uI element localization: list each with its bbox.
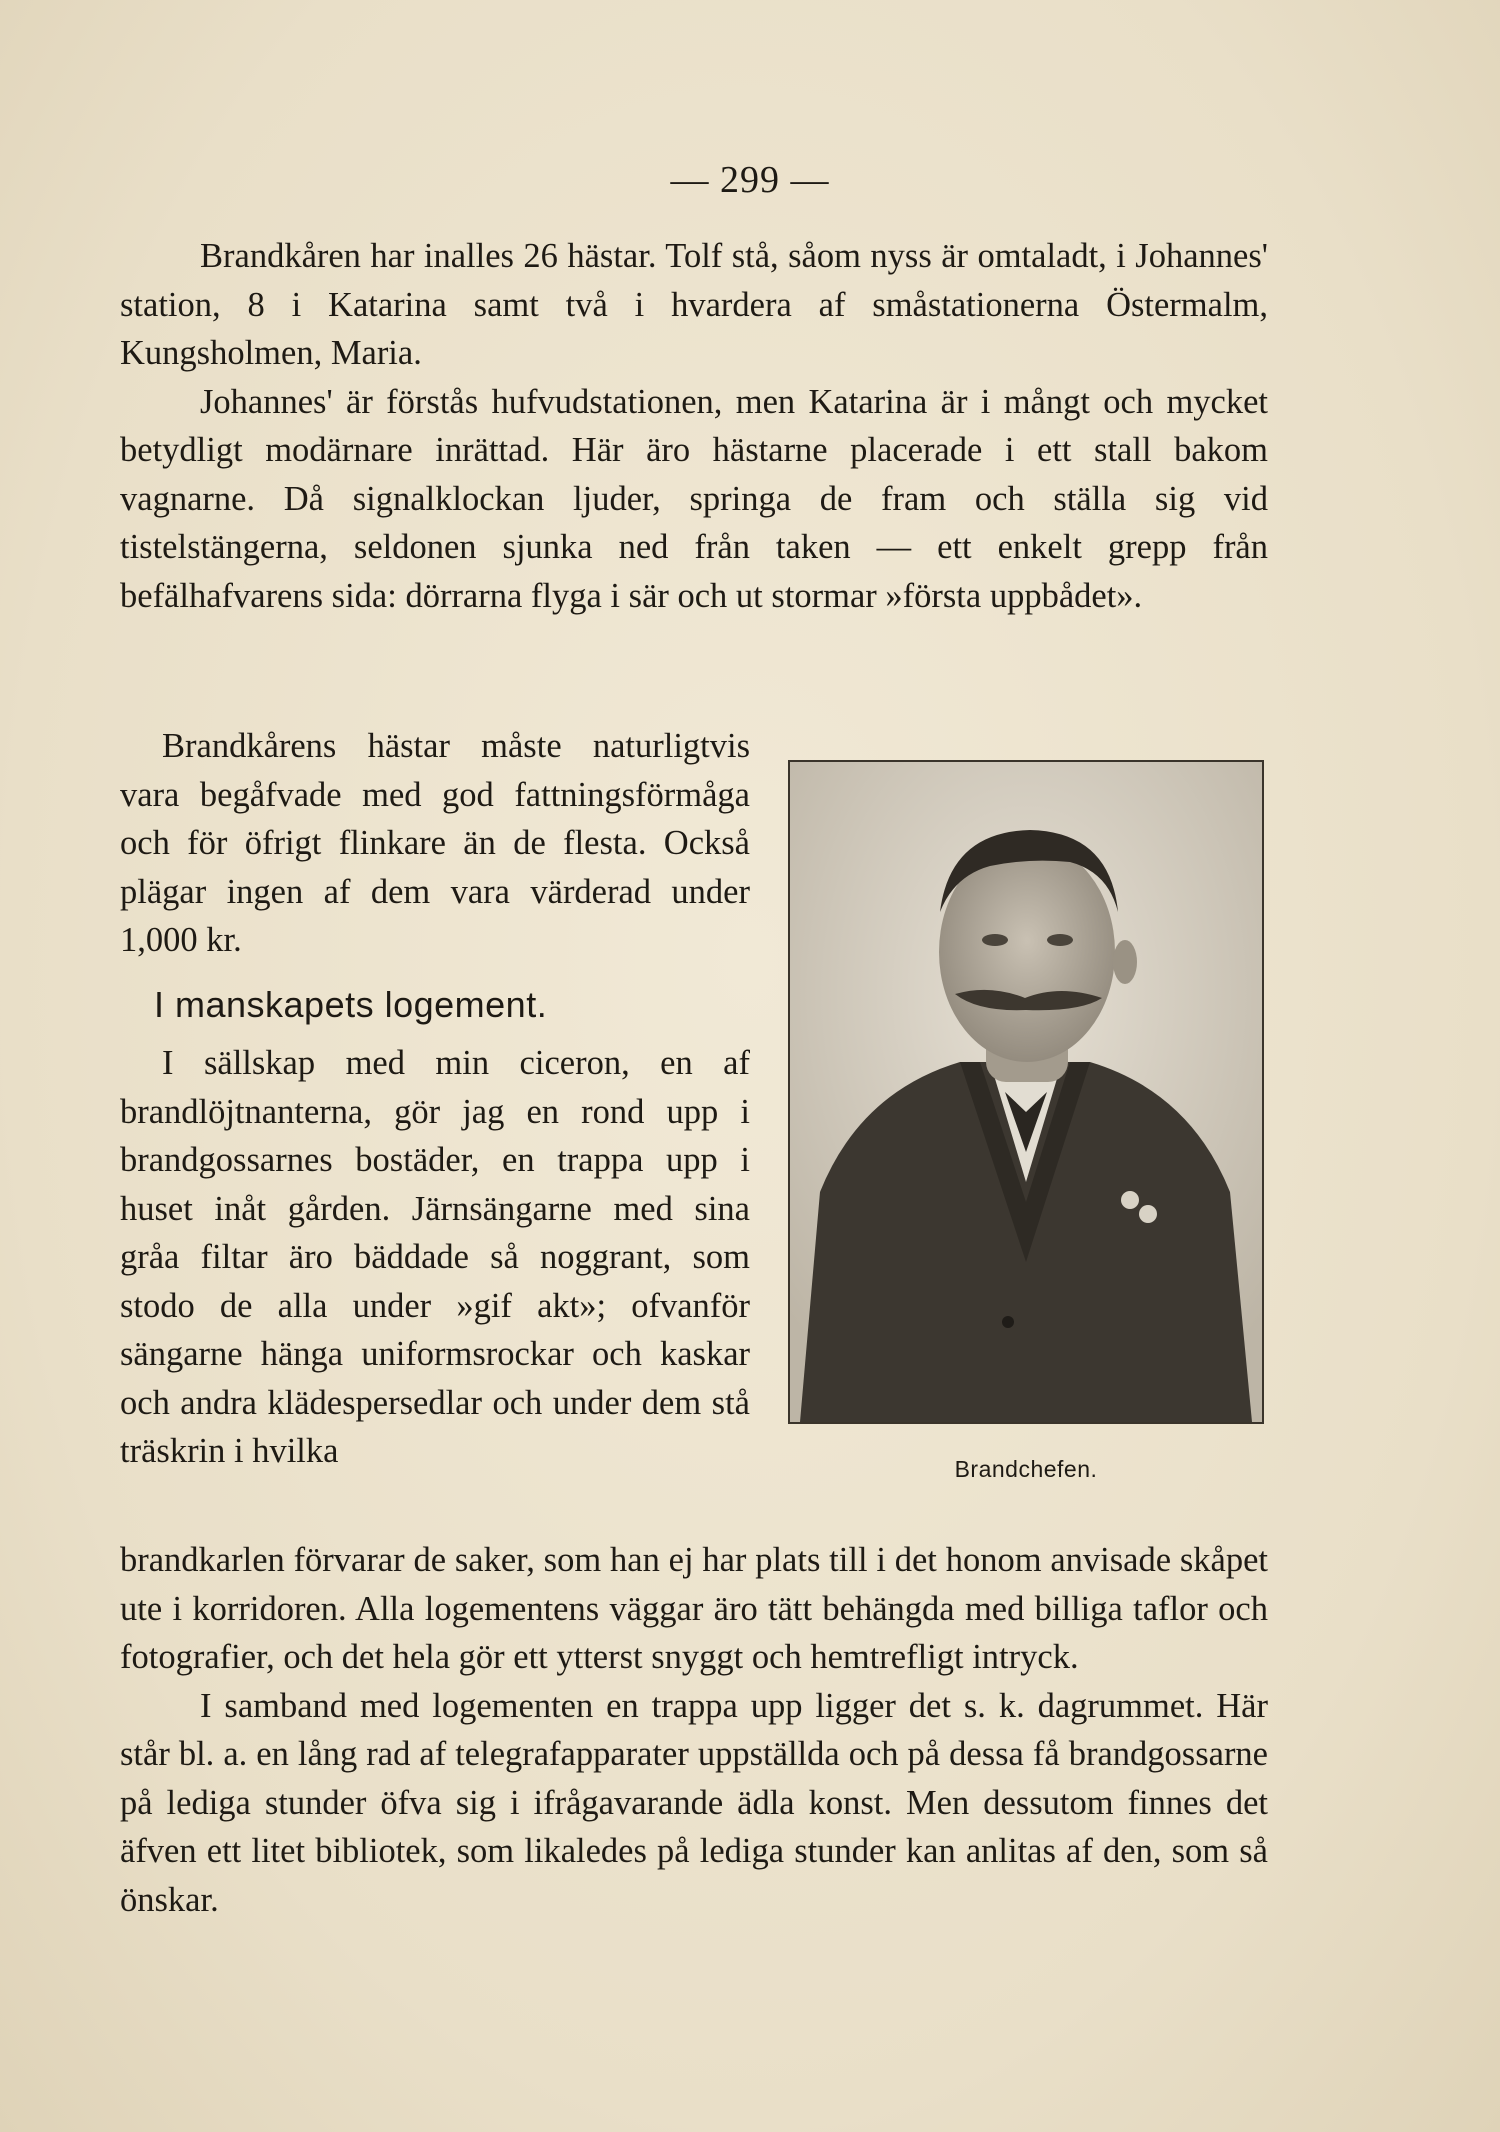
top-text-block	[120, 232, 1268, 620]
paragraph-horse-value: Brandkårens hästar måste naturligtvis vara begåfvade med god fattningsförmåga och för öfrigt flinkare än de flesta. Också plägar ingen af dem vara värderad under 1,000 kr.	[120, 727, 750, 959]
section-heading: I manskapets logement.	[154, 983, 548, 1025]
paragraph-stations: Johannes' är förstås hufvudstationen, men Katarina är i mångt och mycket betydligt modärnare inrättad. Här äro hästarne placerade i ett stall bakom vagnarne. Då signalklockan ljuder, springa de fram och ställa sig vid tistelstängerna, seldonen sjunka ned från taken — ett enkelt grepp från befälhafvarens sida: dörrarna flyga i sär och ut stormar »första uppbådet».	[120, 382, 1268, 615]
portrait-photo	[788, 760, 1264, 1424]
paragraph-logement-start: I sällskap med min ciceron, en af brandlöjtnanterna, gör jag en rond upp i brandgossarnes bostäder, en trappa upp i huset inåt gården. Järnsängarne med sina gråa filtar äro bäddade så noggrant, som stodo de alla under »gif akt»; ofvanför sängarne hänga uniformsrockar och kaskar och andra klädespersedlar och under dem stå träskrin i hvilka	[120, 1044, 750, 1470]
page-number: — 299 —	[670, 159, 830, 201]
photo-caption: Brandchefen.	[954, 1456, 1098, 1482]
bottom-text-block	[120, 1536, 1268, 1924]
wrapped-text-block	[120, 722, 750, 1476]
paragraph-logement-end: brandkarlen förvarar de saker, som han ej har plats till i det honom anvisade skåpet ute i korridoren. Alla logementens väggar äro tätt behängda med billiga taflor och fotografier, och det hela gör ett ytterst snyggt och hemtrefligt intryck.	[120, 1541, 1268, 1676]
portrait-figure-icon	[790, 762, 1262, 1422]
paragraph-dagrum: I samband med logementen en trappa upp ligger det s. k. dagrummet. Här står bl. a. en lång rad af telegrafapparater uppställda och på dessa få brandgossarne på lediga stunder öfva sig i ifrågavarande ädla konst. Men dessutom finnes det äfven ett litet bibliotek, som likaledes på lediga stunder kan anlitas af den, som så önskar.	[120, 1686, 1268, 1919]
paragraph-horses-count: Brandkåren har inalles 26 hästar. Tolf stå, såom nyss är omtaladt, i Johannes' station, 8 i Katarina samt två i hvardera af småstationerna Östermalm, Kungsholmen, Maria.	[120, 237, 1268, 372]
